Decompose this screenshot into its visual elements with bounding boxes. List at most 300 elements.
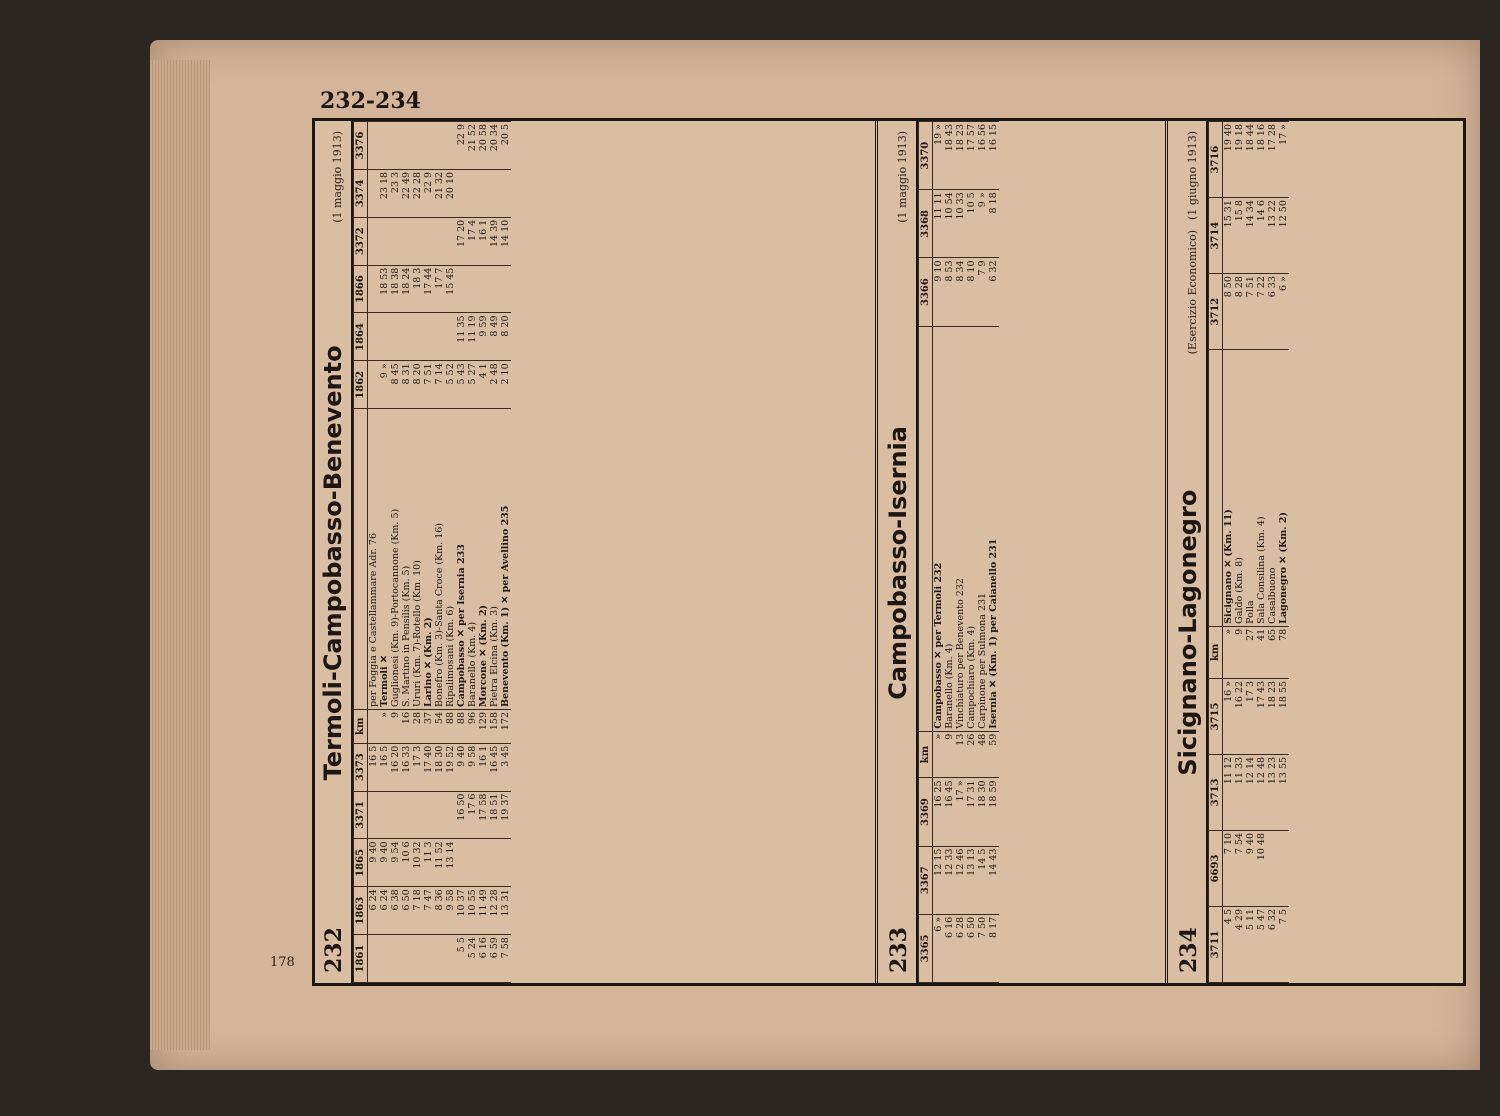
timetable-232 [353, 121, 511, 983]
train-number: 3376 [354, 122, 368, 170]
station-name: per Foggia e Castellammare Adr. 76 [368, 409, 380, 710]
timetable-row [955, 122, 966, 983]
time-cell: 17 43 [1256, 678, 1267, 754]
time-cell: 16 45 [489, 743, 500, 791]
time-cell: 9 40 [456, 743, 467, 791]
time-cell: 8 34 [955, 258, 966, 326]
time-cell: 9 58 [467, 743, 478, 791]
time-cell [478, 169, 489, 217]
time-cell [379, 791, 390, 839]
time-cell [456, 265, 467, 313]
time-cell: 21 52 [467, 122, 478, 170]
time-cell: 12 28 [489, 887, 500, 935]
time-cell: 7 47 [423, 887, 434, 935]
time-cell: 6 50 [401, 887, 412, 935]
timetable-row [1223, 122, 1235, 983]
time-cell [390, 313, 401, 361]
time-cell: 17 3 [1245, 678, 1256, 754]
time-cell: 22 28 [412, 169, 423, 217]
time-cell: 2 48 [489, 361, 500, 409]
time-cell: 18 51 [489, 791, 500, 839]
time-cell: 7 50 [977, 914, 988, 982]
time-cell: 7 54 [1234, 830, 1245, 906]
time-cell [368, 935, 380, 983]
time-cell: 16 50 [456, 791, 467, 839]
time-cell [390, 122, 401, 170]
time-cell: 16 33 [401, 743, 412, 791]
timetable-row [434, 122, 445, 983]
time-cell: 14 10 [500, 217, 511, 265]
km-cell: 9 [944, 731, 955, 778]
time-cell: 8 49 [489, 313, 500, 361]
time-cell [467, 265, 478, 313]
time-cell: 16 5 [379, 743, 390, 791]
train-number: 3367 [919, 846, 933, 914]
time-cell [412, 791, 423, 839]
km-cell: 59 [988, 731, 999, 778]
km-cell: » [379, 709, 390, 743]
time-cell: 7 58 [500, 935, 511, 983]
time-cell: 13 23 [1267, 754, 1278, 830]
time-cell: 18 23 [1267, 678, 1278, 754]
train-number: 3372 [354, 217, 368, 265]
time-cell: 5 47 [1256, 906, 1267, 982]
time-cell: 22 9 [423, 169, 434, 217]
timetable-row [456, 122, 467, 983]
time-cell [478, 265, 489, 313]
timetable-row [1234, 122, 1245, 983]
time-cell: 4 5 [1223, 906, 1235, 982]
timetable-row [478, 122, 489, 983]
km-cell [368, 709, 380, 743]
time-cell: 16 1 [478, 217, 489, 265]
time-cell [445, 313, 456, 361]
timetable-row [412, 122, 423, 983]
train-number: 3715 [1209, 678, 1223, 754]
time-cell: 20 34 [489, 122, 500, 170]
time-cell: 14 39 [489, 217, 500, 265]
station-name: Pietra Elcina (Km. 3) [489, 409, 500, 710]
time-cell [379, 313, 390, 361]
timetable-row [1245, 122, 1256, 983]
station-name: Vinchiaturo per Benevento 232 [955, 326, 966, 731]
timetable-frame [312, 118, 1466, 986]
station-column [354, 409, 368, 710]
timetable-row [489, 122, 500, 983]
km-cell: 78 [1278, 626, 1289, 678]
time-cell: 19 18 [1234, 122, 1245, 198]
time-cell: 8 31 [401, 361, 412, 409]
time-cell: 7 10 [1223, 830, 1235, 906]
time-cell: 14 43 [988, 846, 999, 914]
timetable-row [944, 122, 955, 983]
time-cell: 8 28 [1234, 274, 1245, 350]
time-cell: 5 24 [467, 935, 478, 983]
time-cell: 10 48 [1256, 830, 1267, 906]
time-cell [423, 313, 434, 361]
time-cell [390, 217, 401, 265]
time-cell: 12 14 [1245, 754, 1256, 830]
time-cell: 5 43 [456, 361, 467, 409]
train-number: 3713 [1209, 754, 1223, 830]
timetable-row [977, 122, 988, 983]
time-cell: 18 23 [955, 122, 966, 190]
time-cell: 6 » [1278, 274, 1289, 350]
page-header: 232-234 [320, 88, 421, 114]
km-cell: 26 [966, 731, 977, 778]
time-cell: 8 45 [390, 361, 401, 409]
section-number: 232 [321, 927, 347, 973]
train-number: 3366 [919, 258, 933, 326]
station-name: Baranello (Km. 4) [467, 409, 478, 710]
time-cell: 7 51 [1245, 274, 1256, 350]
time-cell: 8 50 [1223, 274, 1235, 350]
time-cell: 17 57 [966, 122, 977, 190]
section-234 [1170, 121, 1460, 983]
km-cell: 48 [977, 731, 988, 778]
train-number: 3374 [354, 169, 368, 217]
time-cell: 17 44 [423, 265, 434, 313]
timetable-row [467, 122, 478, 983]
time-cell: 5 27 [467, 361, 478, 409]
time-cell: 4 1 [478, 361, 489, 409]
time-cell: 17 58 [478, 791, 489, 839]
timetable-row [1278, 122, 1289, 983]
time-cell [401, 935, 412, 983]
time-cell: 18 38 [390, 265, 401, 313]
train-number: 1866 [354, 265, 368, 313]
station-name: Campobasso ✕ per Isernia 233 [456, 409, 467, 710]
time-cell: 10 33 [955, 190, 966, 258]
km-cell: 158 [489, 709, 500, 743]
time-cell: 6 16 [944, 914, 955, 982]
timetable-row [390, 122, 401, 983]
time-cell: 18 53 [379, 265, 390, 313]
time-cell: 11 35 [456, 313, 467, 361]
time-cell: 14 34 [1245, 198, 1256, 274]
time-cell: 5 5 [456, 935, 467, 983]
section-subtitle: (Esercizio Economico) [1186, 229, 1199, 355]
km-cell: » [933, 731, 945, 778]
time-cell [368, 122, 380, 170]
time-cell: 11 3 [423, 839, 434, 887]
time-cell: 18 30 [977, 778, 988, 846]
time-cell: 11 52 [434, 839, 445, 887]
time-cell [412, 935, 423, 983]
time-cell: 5 11 [1245, 906, 1256, 982]
time-cell: 14 5 [977, 846, 988, 914]
time-cell: 6 24 [368, 887, 380, 935]
time-cell [412, 217, 423, 265]
time-cell: 10 6 [401, 839, 412, 887]
time-cell: 7 18 [412, 887, 423, 935]
km-cell: 16 [401, 709, 412, 743]
time-cell: 9 54 [390, 839, 401, 887]
time-cell: 18 59 [988, 778, 999, 846]
time-cell: 8 20 [500, 313, 511, 361]
timetable-row [988, 122, 999, 983]
station-name: Ururi (Km. 7)-Rotello (Km. 10) [412, 409, 423, 710]
time-cell: 9 58 [445, 887, 456, 935]
time-cell [401, 791, 412, 839]
page-edges [150, 60, 210, 1050]
time-cell [423, 935, 434, 983]
time-cell: 16 20 [390, 743, 401, 791]
station-name: Campochiaro (Km. 4) [966, 326, 977, 731]
time-cell: 16 5 [368, 743, 380, 791]
time-cell [423, 791, 434, 839]
km-cell: 96 [467, 709, 478, 743]
time-cell [434, 313, 445, 361]
time-cell [434, 791, 445, 839]
time-cell: 13 22 [1267, 198, 1278, 274]
time-cell: 17 » [955, 778, 966, 846]
timetable-234 [1208, 121, 1289, 983]
timetable-row [1267, 122, 1278, 983]
timetable-row [423, 122, 434, 983]
km-cell: 65 [1267, 626, 1278, 678]
time-cell [390, 791, 401, 839]
time-cell: 15 31 [1223, 198, 1235, 274]
timetable-row [966, 122, 977, 983]
time-cell [368, 791, 380, 839]
train-number: 3368 [919, 190, 933, 258]
time-cell: 8 36 [434, 887, 445, 935]
time-cell: 9 10 [933, 258, 945, 326]
km-cell: 9 [1234, 626, 1245, 678]
time-cell [368, 361, 380, 409]
time-cell [489, 265, 500, 313]
km-cell: 41 [1256, 626, 1267, 678]
time-cell: 14 6 [1256, 198, 1267, 274]
train-number: 3373 [354, 743, 368, 791]
time-cell: 10 5 [966, 190, 977, 258]
km-column: km [919, 731, 933, 778]
station-name: Carpinone per Sulmona 231 [977, 326, 988, 731]
time-cell: 6 32 [988, 258, 999, 326]
time-cell: 18 3 [412, 265, 423, 313]
time-cell: 7 14 [434, 361, 445, 409]
station-name: Baranello (Km. 4) [944, 326, 955, 731]
station-name: Benevento (Km. 1) ✕ per Avellino 235 [500, 409, 511, 710]
time-cell [500, 839, 511, 887]
train-number: 3365 [919, 914, 933, 982]
section-date: (1 giugno 1913) [1186, 131, 1199, 220]
time-cell: 17 6 [467, 791, 478, 839]
time-cell: 20 58 [478, 122, 489, 170]
time-cell: 23 3 [390, 169, 401, 217]
time-cell: 19 52 [445, 743, 456, 791]
time-cell [500, 265, 511, 313]
time-cell: 10 37 [456, 887, 467, 935]
time-cell [456, 169, 467, 217]
time-cell [401, 122, 412, 170]
time-cell: 15 8 [1234, 198, 1245, 274]
time-cell: 20 10 [445, 169, 456, 217]
time-cell: 12 15 [933, 846, 945, 914]
km-cell: » [1223, 626, 1235, 678]
km-cell: 129 [478, 709, 489, 743]
timetable-row [933, 122, 945, 983]
section-date: (1 maggio 1913) [331, 131, 344, 223]
timetable-row [1256, 122, 1267, 983]
time-cell: 8 18 [988, 190, 999, 258]
train-number: 3712 [1209, 274, 1223, 350]
time-cell [467, 839, 478, 887]
time-cell: 12 33 [944, 846, 955, 914]
time-cell: 17 20 [456, 217, 467, 265]
section-232 [315, 121, 878, 983]
time-cell: 6 50 [966, 914, 977, 982]
time-cell: 17 3 [412, 743, 423, 791]
time-cell: 2 10 [500, 361, 511, 409]
station-name: Termoli ✕ [379, 409, 390, 710]
train-number: 6693 [1209, 830, 1223, 906]
time-cell: 19 » [933, 122, 945, 190]
time-cell: 17 7 [434, 265, 445, 313]
time-cell: 10 32 [412, 839, 423, 887]
timetable-row [445, 122, 456, 983]
time-cell: 9 40 [368, 839, 380, 887]
station-name: Polla [1245, 350, 1256, 627]
section-title: Campobasso-Isernia [884, 426, 912, 700]
time-cell: 17 4 [467, 217, 478, 265]
time-cell: 18 16 [1256, 122, 1267, 198]
time-cell: 12 46 [955, 846, 966, 914]
station-name: S. Martino in Pensilis (Km. 5) [401, 409, 412, 710]
train-number: 3371 [354, 791, 368, 839]
time-cell [434, 122, 445, 170]
train-number: 1865 [354, 839, 368, 887]
time-cell: 18 55 [1278, 678, 1289, 754]
time-cell [445, 791, 456, 839]
time-cell: 10 55 [467, 887, 478, 935]
time-cell: 22 9 [456, 122, 467, 170]
time-cell [423, 217, 434, 265]
time-cell: 8 20 [412, 361, 423, 409]
time-cell [445, 935, 456, 983]
time-cell: 9 40 [1245, 830, 1256, 906]
time-cell: 16 45 [944, 778, 955, 846]
km-cell: 27 [1245, 626, 1256, 678]
time-cell [478, 839, 489, 887]
km-cell: 9 [390, 709, 401, 743]
time-cell: 11 12 [1223, 754, 1235, 830]
time-cell [412, 313, 423, 361]
time-cell [445, 122, 456, 170]
station-name: Sala Consilina (Km. 4) [1256, 350, 1267, 627]
time-cell: 9 59 [478, 313, 489, 361]
time-cell: 9 » [379, 361, 390, 409]
station-name: Ripalimosani (Km. 6) [445, 409, 456, 710]
train-number: 3369 [919, 778, 933, 846]
time-cell [1278, 830, 1289, 906]
station-name: Isernia ✕ (Km. 1) per Caianello 231 [988, 326, 999, 731]
station-name: Galdo (Km. 8) [1234, 350, 1245, 627]
time-cell: 18 30 [434, 743, 445, 791]
time-cell: 6 33 [1267, 274, 1278, 350]
time-cell: 6 28 [955, 914, 966, 982]
time-cell: 16 25 [933, 778, 945, 846]
train-number: 1864 [354, 313, 368, 361]
km-cell: 28 [412, 709, 423, 743]
station-name: Campobasso ✕ per Termoli 232 [933, 326, 945, 731]
time-cell: 6 38 [390, 887, 401, 935]
time-cell: 23 18 [379, 169, 390, 217]
time-cell: 17 28 [1267, 122, 1278, 198]
time-cell: 18 43 [944, 122, 955, 190]
time-cell [401, 313, 412, 361]
time-cell: 8 53 [944, 258, 955, 326]
station-name: Larino ✕ (Km. 2) [423, 409, 434, 710]
section-number: 234 [1176, 927, 1202, 973]
time-cell [467, 169, 478, 217]
time-cell: 17 » [1278, 122, 1289, 198]
time-cell [423, 122, 434, 170]
time-cell [368, 169, 380, 217]
train-number: 1863 [354, 887, 368, 935]
km-column: km [1209, 626, 1223, 678]
time-cell: 18 44 [1245, 122, 1256, 198]
time-cell [401, 217, 412, 265]
time-cell: 4 29 [1234, 906, 1245, 982]
time-cell: 3 45 [500, 743, 511, 791]
time-cell: 6 16 [478, 935, 489, 983]
section-233 [880, 121, 1168, 983]
km-cell: 13 [955, 731, 966, 778]
time-cell: 16 56 [977, 122, 988, 190]
time-cell: 17 40 [423, 743, 434, 791]
time-cell: 6 32 [1267, 906, 1278, 982]
folio: 178 [270, 955, 295, 970]
time-cell: 11 19 [467, 313, 478, 361]
time-cell: 13 55 [1278, 754, 1289, 830]
time-cell [368, 313, 380, 361]
time-cell: 13 13 [966, 846, 977, 914]
timetable-row [500, 122, 511, 983]
time-cell: 11 33 [1234, 754, 1245, 830]
time-cell [434, 217, 445, 265]
time-cell [368, 217, 380, 265]
km-column: km [354, 709, 368, 743]
time-cell: 13 14 [445, 839, 456, 887]
time-cell [368, 265, 380, 313]
train-number: 3714 [1209, 198, 1223, 274]
time-cell [379, 935, 390, 983]
train-number: 3716 [1209, 122, 1223, 198]
time-cell [412, 122, 423, 170]
time-cell: 22 49 [401, 169, 412, 217]
section-head [1170, 121, 1208, 983]
time-cell: 16 » [1223, 678, 1235, 754]
time-cell: 16 15 [988, 122, 999, 190]
train-number: 3370 [919, 122, 933, 190]
time-cell: 9 40 [379, 839, 390, 887]
train-number: 1861 [354, 935, 368, 983]
time-cell: 8 17 [988, 914, 999, 982]
time-cell [379, 217, 390, 265]
time-cell [489, 169, 500, 217]
section-title: Termoli-Campobasso-Benevento [319, 345, 347, 781]
time-cell: 10 54 [944, 190, 955, 258]
time-cell: 16 1 [478, 743, 489, 791]
section-title: Sicignano-Lagonegro [1174, 489, 1202, 776]
timetable-row [379, 122, 390, 983]
time-cell [500, 169, 511, 217]
time-cell: 16 22 [1234, 678, 1245, 754]
section-head [315, 121, 353, 983]
station-name: Morcone ✕ (Km. 2) [478, 409, 489, 710]
